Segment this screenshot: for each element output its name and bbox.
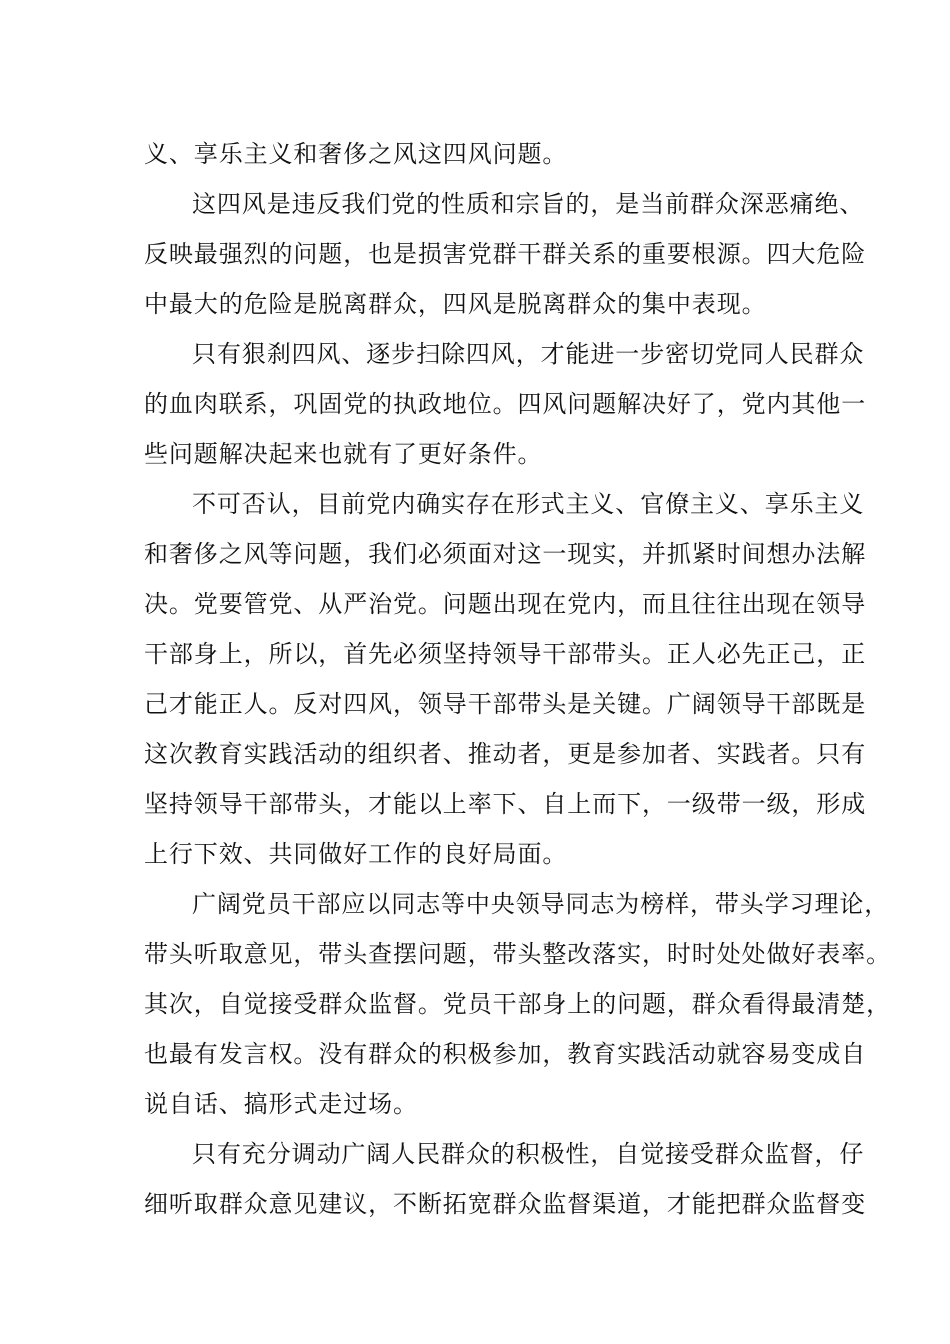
text-line: 这次教育实践活动的组织者、推动者，更是参加者、实践者。只有 bbox=[144, 740, 867, 768]
paragraph-1 bbox=[144, 129, 808, 179]
text-line: 这四风是违反我们党的性质和宗旨的，是当前群众深恶痛绝、 bbox=[192, 190, 865, 218]
text-line: 不可否认，目前党内确实存在形式主义、官僚主义、享乐主义 bbox=[192, 490, 865, 518]
text-line: 上行下效、共同做好工作的良好局面。 bbox=[144, 840, 568, 868]
text-line: 只有充分调动广阔人民群众的积极性，自觉接受群众监督，仔 bbox=[192, 1140, 865, 1168]
text-line: 其次，自觉接受群众监督。党员干部身上的问题，群众看得最清楚， bbox=[144, 990, 891, 1018]
document-body bbox=[144, 129, 891, 1229]
paragraph-4 bbox=[144, 479, 867, 879]
text-line: 反映最强烈的问题，也是损害党群干群关系的重要根源。四大危险 bbox=[144, 240, 867, 268]
text-line: 和奢侈之风等问题，我们必须面对这一现实，并抓紧时间想办法解 bbox=[144, 540, 867, 568]
text-line: 细听取群众意见建议，不断拓宽群众监督渠道，才能把群众监督变 bbox=[144, 1190, 867, 1218]
text-line: 也最有发言权。没有群众的积极参加，教育实践活动就容易变成自 bbox=[144, 1040, 867, 1068]
paragraph-5 bbox=[144, 879, 891, 1129]
text-line: 义、享乐主义和奢侈之风这四风问题。 bbox=[144, 140, 568, 168]
text-line: 说自话、搞形式走过场。 bbox=[144, 1090, 418, 1118]
text-line: 中最大的危险是脱离群众，四风是脱离群众的集中表现。 bbox=[144, 290, 767, 318]
paragraph-3 bbox=[144, 329, 867, 479]
text-line: 只有狠刹四风、逐步扫除四风，才能进一步密切党同人民群众 bbox=[192, 340, 865, 368]
paragraph-2 bbox=[144, 179, 867, 329]
text-line: 决。党要管党、从严治党。问题出现在党内，而且往往出现在领导 bbox=[144, 590, 867, 618]
text-line: 的血肉联系，巩固党的执政地位。四风问题解决好了，党内其他一 bbox=[144, 390, 867, 418]
text-line: 己才能正人。反对四风，领导干部带头是关键。广阔领导干部既是 bbox=[144, 690, 867, 718]
text-line: 干部身上，所以，首先必须坚持领导干部带头。正人必先正己，正 bbox=[144, 640, 867, 668]
text-line: 带头听取意见，带头查摆问题，带头整改落实，时时处处做好表率。 bbox=[144, 940, 891, 968]
text-line: 坚持领导干部带头，才能以上率下、自上而下，一级带一级，形成 bbox=[144, 790, 867, 818]
text-line: 些问题解决起来也就有了更好条件。 bbox=[144, 440, 543, 468]
text-line: 广阔党员干部应以同志等中央领导同志为榜样，带头学习理论， bbox=[192, 890, 890, 918]
paragraph-6 bbox=[144, 1129, 867, 1229]
